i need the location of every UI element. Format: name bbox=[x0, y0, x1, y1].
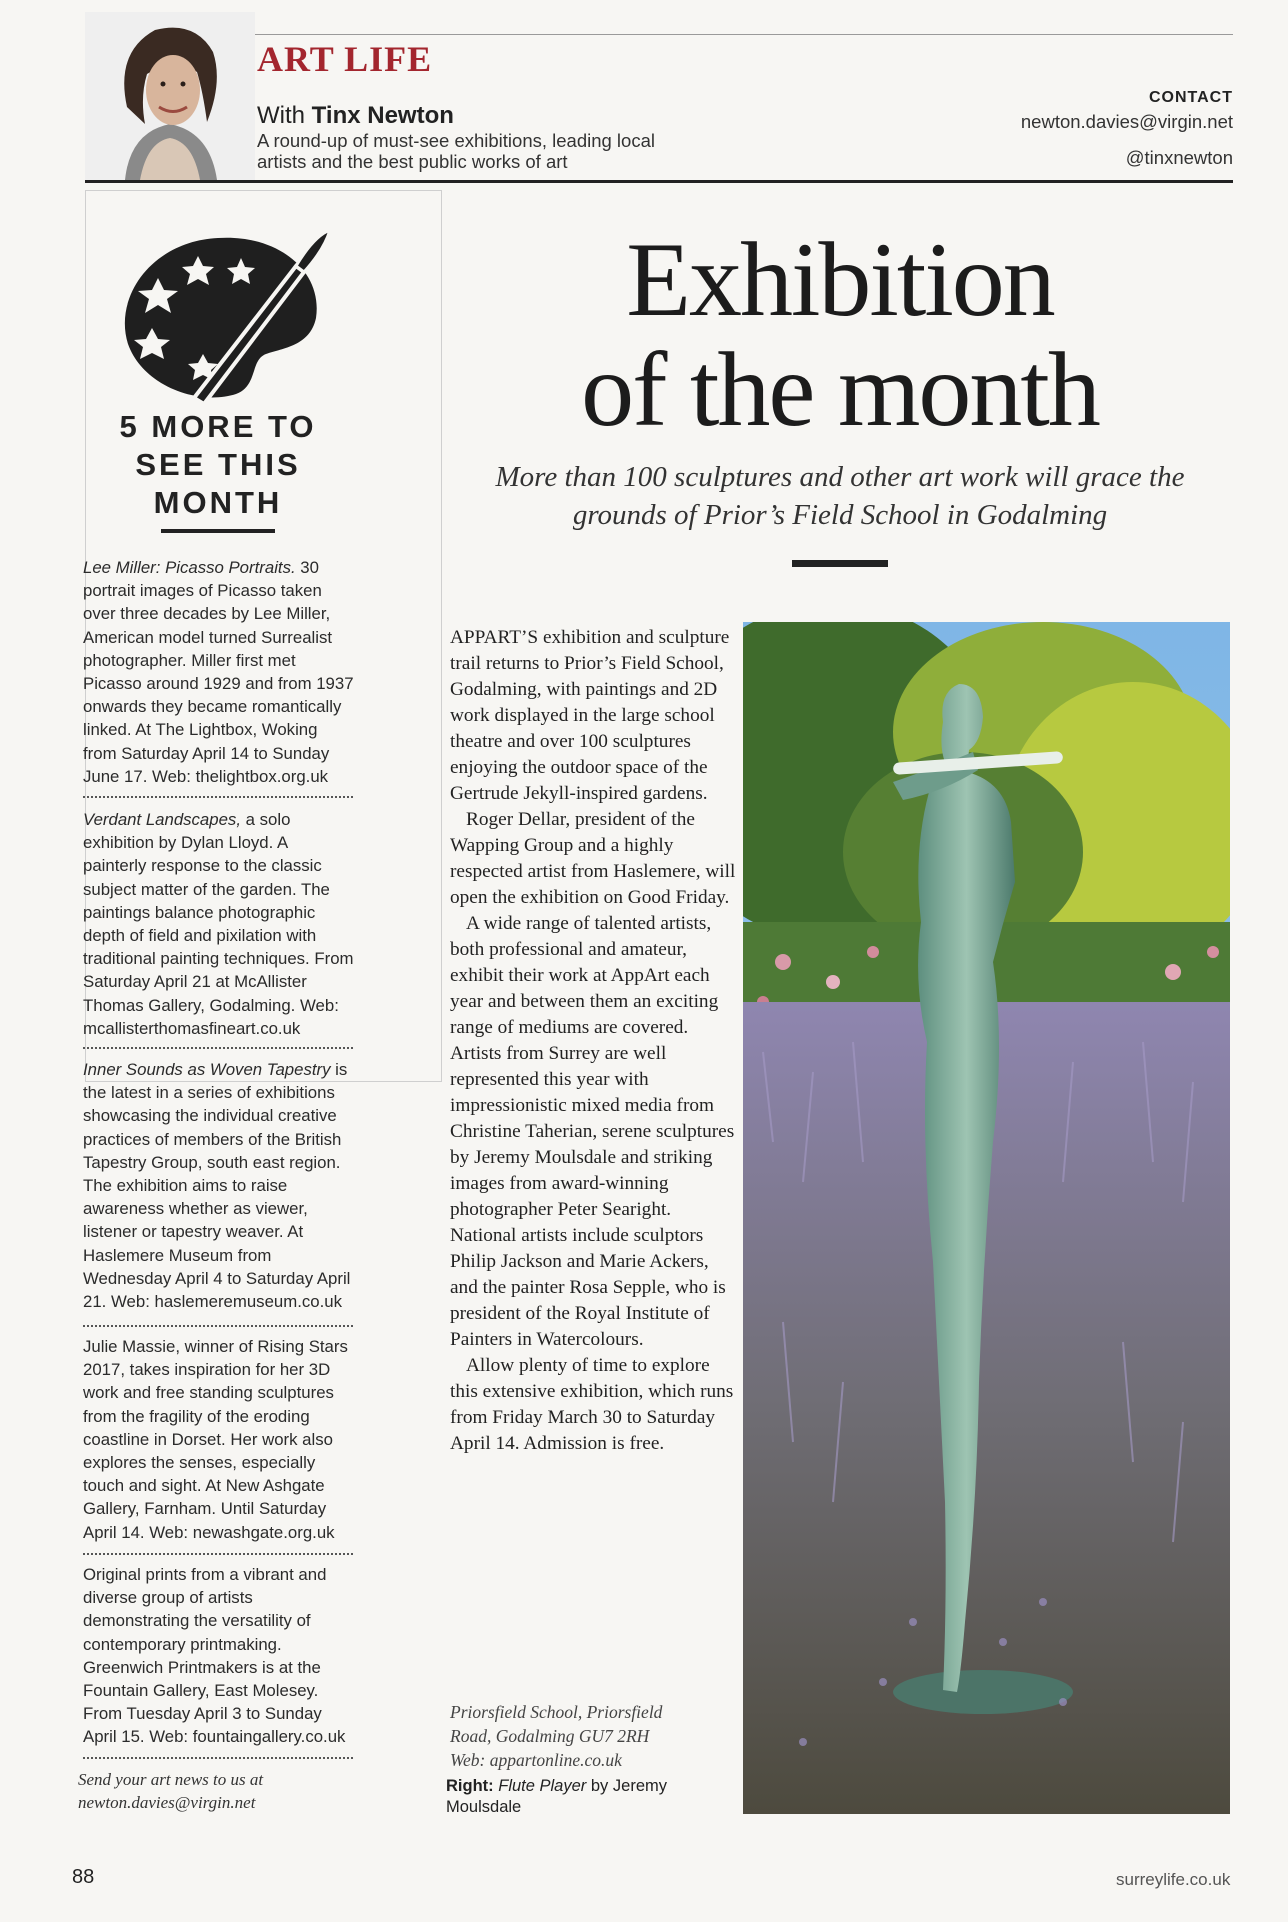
headline-line: Exhibition bbox=[626, 221, 1054, 338]
headline-rule bbox=[792, 560, 888, 567]
contact-twitter: @tinxnewton bbox=[1125, 147, 1233, 168]
photo-caption bbox=[446, 1776, 706, 1818]
headline bbox=[470, 221, 1210, 448]
body-paragraph: Roger Dellar, president of the Wapping Group and a highly respected artist from Haslemere, will open the exhibition on Good Friday. bbox=[450, 809, 736, 908]
dotted-divider bbox=[83, 1757, 353, 1759]
body-paragraph: APPART’S exhibition and sculpture trail returns to Prior’s Field School, Godalming, with paintings and 2D work displayed in the large school theatre and over 100 sculptures enjoying the outdoor space of the Gertrude Jekyll-inspired gardens. bbox=[450, 627, 730, 804]
listing-title: Inner Sounds as Woven Tapestry bbox=[83, 1060, 331, 1079]
listing-text: 30 portrait images of Picasso taken over three decades by Lee Miller, American model turned Surrealist photographer. Miller first met Picasso around 1929 and from 1937 onwards they became romantically linked. At The Lightbox, Woking from Saturday April 14 to Sunday June 17. Web: thelightbox.org.uk bbox=[83, 558, 354, 786]
sidebar-heading-line: 5 MORE TO bbox=[119, 409, 317, 444]
sidebar-heading-rule bbox=[161, 529, 275, 533]
headline-line: of the month bbox=[581, 331, 1099, 448]
listing-title: Verdant Landscapes, bbox=[83, 810, 241, 829]
header-rule bbox=[85, 180, 1233, 183]
venue-info bbox=[450, 1700, 740, 1772]
section-title: ART LIFE bbox=[257, 39, 433, 79]
byline bbox=[257, 102, 454, 130]
article-body bbox=[450, 625, 738, 1457]
dotted-divider bbox=[83, 1553, 353, 1555]
sidebar-footer: Send your art news to us at newton.davies@virgin.net bbox=[78, 1770, 264, 1812]
sidebar-listing bbox=[83, 808, 355, 1040]
byline-name: Tinx Newton bbox=[311, 102, 454, 129]
contact-email: newton.davies@virgin.net bbox=[1020, 111, 1233, 132]
flute-player-photo bbox=[743, 622, 1230, 1814]
contact-heading: CONTACT bbox=[1148, 89, 1233, 106]
venue-line: Priorsfield School, Priorsfield bbox=[450, 1702, 663, 1722]
caption-prefix: Right: bbox=[446, 1777, 494, 1795]
caption-rest: by Jeremy Moulsdale bbox=[446, 1777, 667, 1816]
venue-line: Road, Godalming GU7 2RH bbox=[450, 1726, 650, 1746]
caption-title: Flute Player bbox=[498, 1777, 587, 1795]
sidebar-listing bbox=[83, 1563, 355, 1749]
dotted-divider bbox=[83, 1325, 353, 1327]
byline-prefix: With bbox=[257, 102, 305, 129]
listing-text: Julie Massie, winner of Rising Stars 2017, takes inspiration for her 3D work and free standing sculptures from the fragility of the eroding coastline in Dorset. Her work also explores the senses, especially touch and sight. At New Ashgate Gallery, Farnham. Until Saturday April 14. Web: newashgate.org.uk bbox=[83, 1337, 348, 1542]
sidebar-listing bbox=[83, 1058, 355, 1313]
listing-text: Original prints from a vibrant and diverse group of artists demonstrating the versatility of contemporary printmaking. Greenwich Printmakers is at the Fountain Gallery, East Molesey. From Tuesday April 3 to Sunday April 15. Web: fountaingallery.co.uk bbox=[83, 1565, 346, 1747]
body-paragraph: Allow plenty of time to explore this extensive exhibition, which runs from Friday March 30 to Saturday April 14. Admission is free. bbox=[450, 1355, 734, 1454]
listing-text: a solo exhibition by Dylan Lloyd. A painterly response to the classic subject matter of the garden. The paintings balance photographic depth of field and pixilation with traditional painting techniques. From Saturday April 21 at McAllister Thomas Gallery, Godalming. Web: mcallisterthomasfineart.co.uk bbox=[83, 810, 354, 1038]
page-number: 88 bbox=[72, 1866, 95, 1888]
site-url: surreylife.co.uk bbox=[1116, 1870, 1231, 1889]
sidebar-listing bbox=[83, 1335, 355, 1544]
listing-title: Lee Miller: Picasso Portraits. bbox=[83, 558, 296, 577]
dotted-divider bbox=[83, 1047, 353, 1049]
tagline: A round-up of must-see exhibitions, leading local artists and the best public works of art bbox=[257, 130, 655, 172]
sidebar-heading-line: SEE THIS bbox=[135, 447, 301, 482]
palette-icon bbox=[118, 226, 333, 406]
sidebar-listing bbox=[83, 556, 355, 788]
venue-web: Web: appartonline.co.uk bbox=[450, 1750, 622, 1770]
standfirst: More than 100 sculptures and other art work will grace the grounds of Prior’s Field School in Godalming bbox=[495, 461, 1185, 531]
sidebar-heading bbox=[92, 408, 344, 522]
top-rule bbox=[85, 34, 1233, 35]
body-paragraph: A wide range of talented artists, both professional and amateur, exhibit their work at AppArt each year and between them an exciting range of mediums are covered. Artists from Surrey are well represented this year with impressionistic mixed media from Christine Taherian, serene sculptures by Jeremy Moulsdale and striking images from award-winning photographer Peter Searight. National artists include sculptors Philip Jackson and Marie Ackers, and the painter Rosa Sepple, who is president of the Royal Institute of Painters in Watercolours. bbox=[450, 913, 735, 1350]
listing-text: is the latest in a series of exhibitions showcasing the individual creative practices of members of the British Tapestry Group, south east region. The exhibition aims to raise awareness whether as viewer, listener or tapestry weaver. At Haslemere Museum from Wednesday April 4 to Saturday April 21. Web: haslemeremuseum.co.uk bbox=[83, 1060, 351, 1312]
author-portrait bbox=[85, 12, 255, 180]
sidebar-heading-line: MONTH bbox=[153, 485, 283, 520]
dotted-divider bbox=[83, 796, 353, 798]
